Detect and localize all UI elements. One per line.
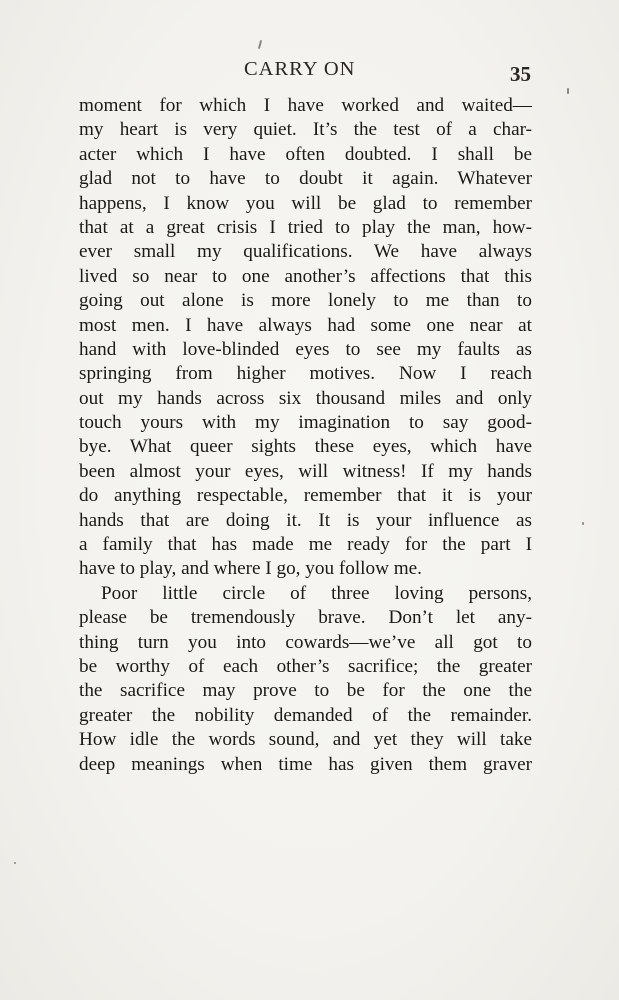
ink-speck <box>567 88 569 94</box>
text-line: hands that are doing it. It is your influence as <box>79 509 532 531</box>
text-line: springing from higher motives. Now I reach <box>79 363 532 385</box>
text-line: acter which I have often doubted. I shall be <box>79 143 532 165</box>
text-line: most men. I have always had some one near at <box>79 314 532 336</box>
text-line: lived so near to one another’s affections that this <box>79 265 532 287</box>
text-line: glad not to have to doubt it again. Whatever <box>79 168 532 190</box>
text-line: greater the nobility demanded of the remainder. <box>79 704 532 726</box>
text-line: going out alone is more lonely to me than to <box>79 290 532 312</box>
text-line: deep meanings when time has given them graver <box>79 753 532 775</box>
text-line: a family that has made me ready for the part I <box>79 534 532 556</box>
text-line: How idle the words sound, and yet they will take <box>79 729 532 751</box>
text-line: the sacrifice may prove to be for the one the <box>79 680 532 702</box>
text-line: have to play, and where I go, you follow me. <box>79 558 422 580</box>
running-title: CARRY ON <box>244 58 356 80</box>
text-line: be worthy of each other’s sacrifice; the greater <box>79 655 532 677</box>
text-line: touch yours with my imagination to say good- <box>79 412 532 434</box>
ink-speck <box>14 862 16 864</box>
text-line: please be tremendously brave. Don’t let any- <box>79 607 532 629</box>
ink-speck <box>258 40 262 49</box>
ink-speck <box>582 522 584 525</box>
text-line: do anything respectable, remember that it is your <box>79 485 532 507</box>
text-line: been almost your eyes, will witness! If my hands <box>79 460 532 482</box>
text-line: moment for which I have worked and waited— <box>79 95 532 116</box>
text-line: that at a great crisis I tried to play the man, how- <box>79 216 532 238</box>
text-line: thing turn you into cowards—we’ve all got to <box>79 631 532 653</box>
text-line: my heart is very quiet. It’s the test of a char- <box>79 119 532 141</box>
running-head <box>0 58 619 88</box>
text-line: ever small my qualifications. We have always <box>79 241 532 263</box>
paragraph-start-line: Poor little circle of three loving persons, <box>101 582 532 604</box>
text-line: happens, I know you will be glad to remember <box>79 192 532 214</box>
text-line: bye. What queer sights these eyes, which have <box>79 436 532 458</box>
text-line: out my hands across six thousand miles and only <box>79 387 532 409</box>
body-text <box>79 94 532 777</box>
text-line: hand with love-blinded eyes to see my faults as <box>79 338 532 360</box>
page-number: 35 <box>510 62 531 86</box>
